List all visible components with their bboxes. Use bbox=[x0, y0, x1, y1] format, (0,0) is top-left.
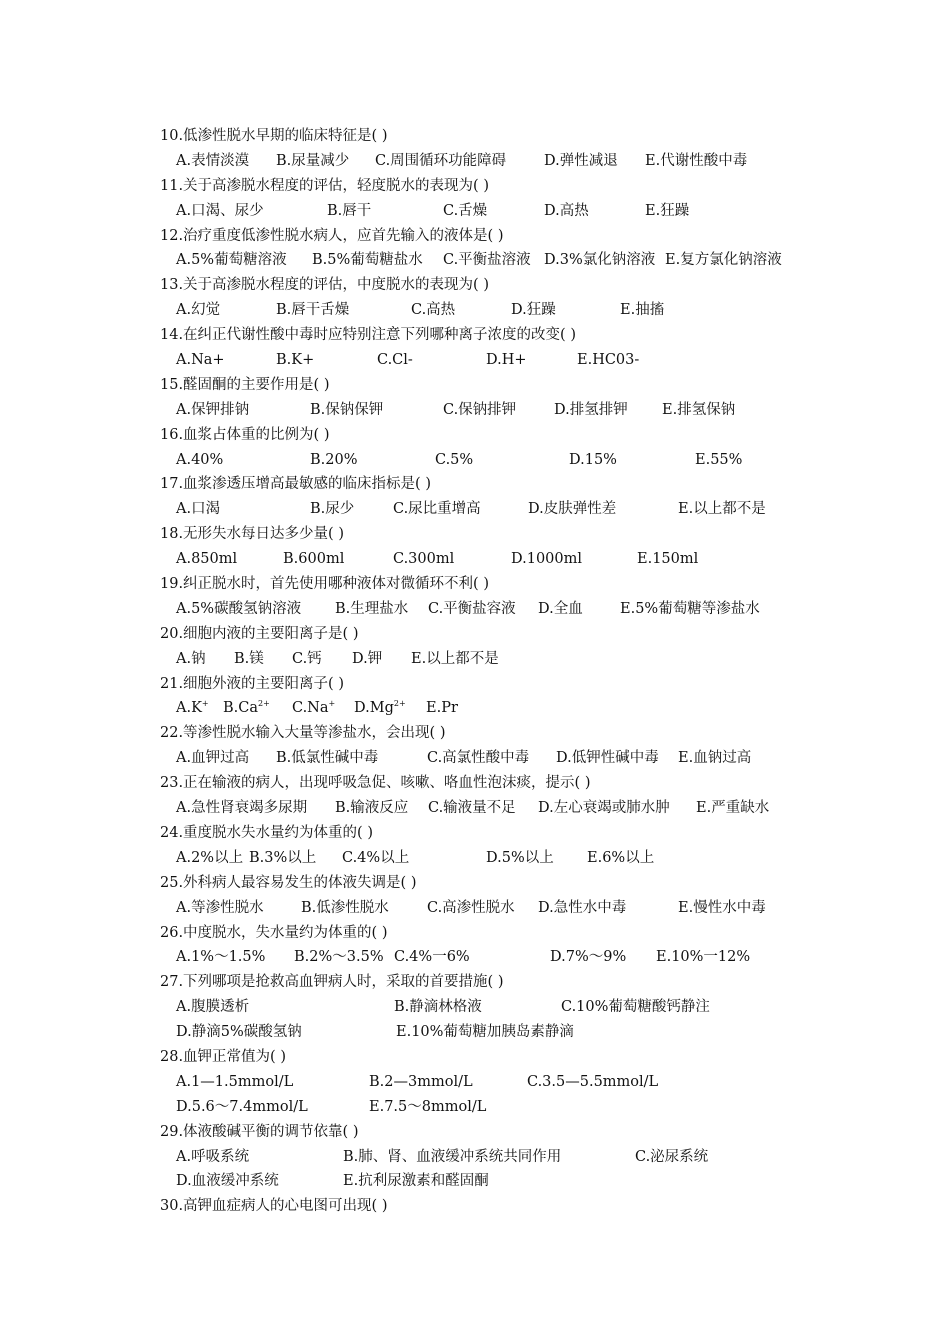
answer-option[interactable]: C.输液量不足 bbox=[428, 800, 516, 817]
answer-option[interactable]: A.40% bbox=[176, 451, 224, 468]
option-row bbox=[160, 1095, 820, 1120]
answer-option[interactable]: A.K+ bbox=[176, 699, 209, 717]
option-row bbox=[160, 796, 820, 821]
question-text: 24.重度脱水失水量约为体重的( ) bbox=[160, 824, 373, 841]
option-row bbox=[160, 149, 820, 174]
answer-option[interactable]: A.850ml bbox=[176, 551, 238, 568]
ion-charge: + bbox=[201, 699, 209, 709]
option-row bbox=[160, 846, 820, 871]
answer-option[interactable]: D.H+ bbox=[486, 352, 527, 369]
answer-option[interactable]: D.血液缓冲系统 bbox=[176, 1173, 279, 1190]
answer-option[interactable]: C.钙 bbox=[292, 650, 322, 667]
question-text: 26.中度脱水，失水量约为体重的( ) bbox=[160, 924, 388, 941]
answer-option[interactable]: D.15% bbox=[569, 451, 617, 468]
answer-option[interactable]: C.3.5—5.5mmol/L bbox=[527, 1073, 659, 1090]
answer-option[interactable]: B.生理盐水 bbox=[335, 600, 409, 617]
answer-option[interactable]: A.钠 bbox=[176, 650, 206, 667]
option-row bbox=[160, 696, 820, 721]
answer-option[interactable]: A.血钾过高 bbox=[176, 750, 250, 767]
answer-option[interactable]: B.低渗性脱水 bbox=[301, 899, 389, 916]
answer-option[interactable]: E.以上都不是 bbox=[411, 650, 499, 667]
option-row bbox=[160, 497, 820, 522]
answer-option[interactable]: C.300ml bbox=[393, 551, 455, 568]
answer-option[interactable]: A.口渴、尿少 bbox=[176, 202, 264, 219]
answer-option[interactable]: B.3%以上 bbox=[249, 849, 317, 866]
question-text: 13.关于高渗脱水程度的评估，中度脱水的表现为( ) bbox=[160, 277, 489, 294]
answer-option[interactable]: D.弹性减退 bbox=[544, 152, 618, 169]
answer-option[interactable]: A.等渗性脱水 bbox=[176, 899, 264, 916]
answer-option[interactable]: D.7%～9% bbox=[550, 949, 627, 966]
answer-option[interactable]: E.抗利尿激素和醛固酮 bbox=[343, 1173, 489, 1190]
answer-option[interactable]: B.肺、肾、血液缓冲系统共同作用 bbox=[343, 1148, 562, 1165]
answer-option[interactable]: A.表情淡漠 bbox=[176, 152, 250, 169]
option-row bbox=[160, 597, 820, 622]
question-text: 23.正在输液的病人，出现呼吸急促、咳嗽、咯血性泡沫痰，提示( ) bbox=[160, 775, 591, 792]
answer-option[interactable]: D.钾 bbox=[352, 650, 383, 667]
question-text: 22.等渗性脱水输入大量等渗盐水，会出现( ) bbox=[160, 725, 446, 742]
ion-charge: + bbox=[328, 699, 336, 709]
answer-option[interactable]: B.5%葡萄糖盐水 bbox=[312, 252, 423, 269]
answer-option[interactable]: E.慢性水中毒 bbox=[678, 899, 766, 916]
answer-option[interactable]: A.呼吸系统 bbox=[176, 1148, 250, 1165]
answer-option[interactable]: C.平衡盐容液 bbox=[428, 600, 516, 617]
question-text: 29.体液酸碱平衡的调节依靠( ) bbox=[160, 1123, 359, 1140]
answer-option[interactable]: E.150ml bbox=[637, 551, 699, 568]
answer-option[interactable]: D.1000ml bbox=[511, 551, 583, 568]
answer-option[interactable]: B.2%～3.5% bbox=[294, 949, 384, 966]
answer-option[interactable]: C.Na+ bbox=[292, 699, 336, 717]
option-row bbox=[160, 647, 820, 672]
answer-option[interactable]: B.20% bbox=[310, 451, 358, 468]
answer-option[interactable]: B.镁 bbox=[234, 650, 264, 667]
answer-option[interactable]: B.唇干 bbox=[327, 202, 372, 219]
answer-option[interactable]: A.保钾排钠 bbox=[176, 401, 250, 418]
answer-option[interactable]: E.55% bbox=[695, 451, 743, 468]
option-row bbox=[160, 896, 820, 921]
option-row bbox=[160, 995, 820, 1020]
answer-option[interactable]: A.2%以上 bbox=[176, 849, 244, 866]
option-row bbox=[160, 547, 820, 572]
answer-option[interactable]: C.保钠排钾 bbox=[443, 401, 517, 418]
option-row bbox=[160, 1169, 820, 1194]
question-text: 16.血浆占体重的比例为( ) bbox=[160, 426, 330, 443]
question-text: 14.在纠正代谢性酸中毒时应特别注意下列哪种离子浓度的改变( ) bbox=[160, 327, 576, 344]
answer-option[interactable]: A.急性肾衰竭多尿期 bbox=[176, 800, 308, 817]
answer-option[interactable]: C.尿比重增高 bbox=[393, 501, 481, 518]
answer-option[interactable]: E.Pr bbox=[426, 700, 458, 717]
answer-option[interactable]: C.高氯性酸中毒 bbox=[427, 750, 530, 767]
answer-option[interactable]: B.输液反应 bbox=[335, 800, 409, 817]
option-row bbox=[160, 1070, 820, 1095]
option-row bbox=[160, 199, 820, 224]
question-text: 27.下列哪项是抢救高血钾病人时，采取的首要措施( ) bbox=[160, 974, 504, 991]
answer-option[interactable]: C.10%葡萄糖酸钙静注 bbox=[561, 999, 710, 1016]
answer-option[interactable]: A.1—1.5mmol/L bbox=[176, 1073, 294, 1090]
answer-option[interactable]: A.口渴 bbox=[176, 501, 221, 518]
answer-option[interactable]: B.唇干舌燥 bbox=[276, 302, 350, 319]
answer-option[interactable]: E.7.5～8mmol/L bbox=[369, 1098, 487, 1115]
question-text: 11.关于高渗脱水程度的评估，轻度脱水的表现为( ) bbox=[160, 177, 489, 194]
answer-option[interactable]: A.Na+ bbox=[176, 352, 225, 369]
answer-option[interactable]: D.狂躁 bbox=[511, 302, 556, 319]
answer-option[interactable]: D.皮肤弹性差 bbox=[528, 501, 617, 518]
ion-charge: 2+ bbox=[393, 699, 406, 709]
option-row bbox=[160, 348, 820, 373]
answer-option[interactable]: C.4%以上 bbox=[342, 849, 410, 866]
answer-option[interactable]: B.600ml bbox=[283, 551, 345, 568]
option-row bbox=[160, 1020, 820, 1045]
answer-option[interactable]: D.3%氯化钠溶液 bbox=[544, 252, 656, 269]
answer-option[interactable]: E.10%一12% bbox=[656, 949, 751, 966]
answer-option[interactable]: B.静滴林格液 bbox=[394, 999, 482, 1016]
answer-option[interactable]: C.高热 bbox=[411, 302, 456, 319]
answer-option[interactable]: E.10%葡萄糖加胰岛素静滴 bbox=[396, 1024, 574, 1041]
answer-option[interactable]: $B.Ca^{2+}$ bbox=[223, 699, 270, 717]
answer-option[interactable]: E.严重缺水 bbox=[696, 800, 770, 817]
answer-option[interactable]: B.尿少 bbox=[310, 501, 355, 518]
answer-option[interactable]: B.保钠保钾 bbox=[310, 401, 384, 418]
option-row bbox=[160, 248, 820, 273]
answer-option[interactable]: E.狂躁 bbox=[645, 202, 690, 219]
option-row bbox=[160, 945, 820, 970]
question-text: 15.醛固酮的主要作用是( ) bbox=[160, 376, 330, 393]
question-text: 19.纠正脱水时，首先使用哪种液体对微循环不利( ) bbox=[160, 576, 489, 593]
option-row bbox=[160, 746, 820, 771]
answer-option[interactable]: C.泌尿系统 bbox=[635, 1148, 709, 1165]
question-text: 28.血钾正常值为( ) bbox=[160, 1048, 286, 1065]
question-text: 18.无形失水每日达多少量( ) bbox=[160, 526, 344, 543]
answer-option[interactable]: B.尿量减少 bbox=[276, 152, 350, 169]
answer-option[interactable]: D.静滴5%碳酸氢钠 bbox=[176, 1024, 302, 1041]
answer-option[interactable]: D.高热 bbox=[544, 202, 589, 219]
answer-option[interactable]: C.Cl- bbox=[377, 352, 413, 369]
question-text: 20.细胞内液的主要阳离子是( ) bbox=[160, 625, 359, 642]
question-text: 12.治疗重度低渗性脱水病人，应首先输入的液体是( ) bbox=[160, 227, 504, 244]
answer-option[interactable]: A.5%碳酸氢钠溶液 bbox=[176, 600, 302, 617]
option-row bbox=[160, 1145, 820, 1170]
answer-option[interactable]: E.6%以上 bbox=[587, 849, 655, 866]
answer-option[interactable]: C.舌燥 bbox=[443, 202, 488, 219]
answer-option[interactable]: A.5%葡萄糖溶液 bbox=[176, 252, 287, 269]
answer-option[interactable]: A.1%～1.5% bbox=[176, 949, 266, 966]
question-text: 21.细胞外液的主要阳离子( ) bbox=[160, 675, 344, 692]
question-text: 25.外科病人最容易发生的体液失调是( ) bbox=[160, 874, 417, 891]
answer-option[interactable]: E.以上都不是 bbox=[678, 501, 766, 518]
question-text: 30.高钾血症病人的心电图可出现( ) bbox=[160, 1198, 388, 1215]
question-list bbox=[160, 124, 820, 1219]
question-text: 17.血浆渗透压增高最敏感的临床指标是( ) bbox=[160, 476, 431, 493]
answer-option[interactable]: E.HC03- bbox=[577, 352, 640, 369]
answer-option[interactable]: C.4%一6% bbox=[394, 949, 470, 966]
answer-option[interactable]: D.排氢排钾 bbox=[554, 401, 628, 418]
answer-option[interactable]: E.血钠过高 bbox=[678, 750, 752, 767]
ion-charge: 2+ bbox=[258, 699, 270, 709]
answer-option[interactable]: E.排氢保钠 bbox=[662, 401, 736, 418]
question-text: 10.低渗性脱水早期的临床特征是( ) bbox=[160, 128, 388, 144]
option-row bbox=[160, 398, 820, 423]
answer-option[interactable]: E.抽搐 bbox=[620, 302, 665, 319]
answer-option[interactable]: D.急性水中毒 bbox=[538, 899, 627, 916]
answer-option[interactable]: $D.Mg^{2+}$ bbox=[354, 699, 406, 717]
answer-option[interactable]: D.5.6～7.4mmol/L bbox=[176, 1098, 308, 1115]
answer-option[interactable]: A.腹膜透析 bbox=[176, 999, 250, 1016]
answer-option[interactable]: B.K+ bbox=[276, 352, 315, 369]
answer-option[interactable]: E.代谢性酸中毒 bbox=[645, 152, 748, 169]
answer-option[interactable]: D.全血 bbox=[538, 600, 583, 617]
option-row bbox=[160, 298, 820, 323]
answer-option[interactable]: D.低钾性碱中毒 bbox=[556, 750, 659, 767]
option-row bbox=[160, 448, 820, 473]
answer-option[interactable]: C.周围循环功能障碍 bbox=[375, 152, 507, 169]
answer-option[interactable]: C.平衡盐溶液 bbox=[443, 252, 531, 269]
answer-option[interactable]: E.复方氯化钠溶液 bbox=[665, 252, 782, 269]
answer-option[interactable]: A.幻觉 bbox=[176, 302, 221, 319]
answer-option[interactable]: E.5%葡萄糖等渗盐水 bbox=[620, 600, 760, 617]
answer-option[interactable]: C.5% bbox=[435, 451, 474, 468]
answer-option[interactable]: D.5%以上 bbox=[486, 849, 554, 866]
answer-option[interactable]: C.高渗性脱水 bbox=[427, 899, 515, 916]
answer-option[interactable]: D.左心衰竭或肺水肿 bbox=[538, 800, 670, 817]
answer-option[interactable]: B.低氯性碱中毒 bbox=[276, 750, 379, 767]
answer-option[interactable]: B.2—3mmol/L bbox=[369, 1073, 473, 1090]
